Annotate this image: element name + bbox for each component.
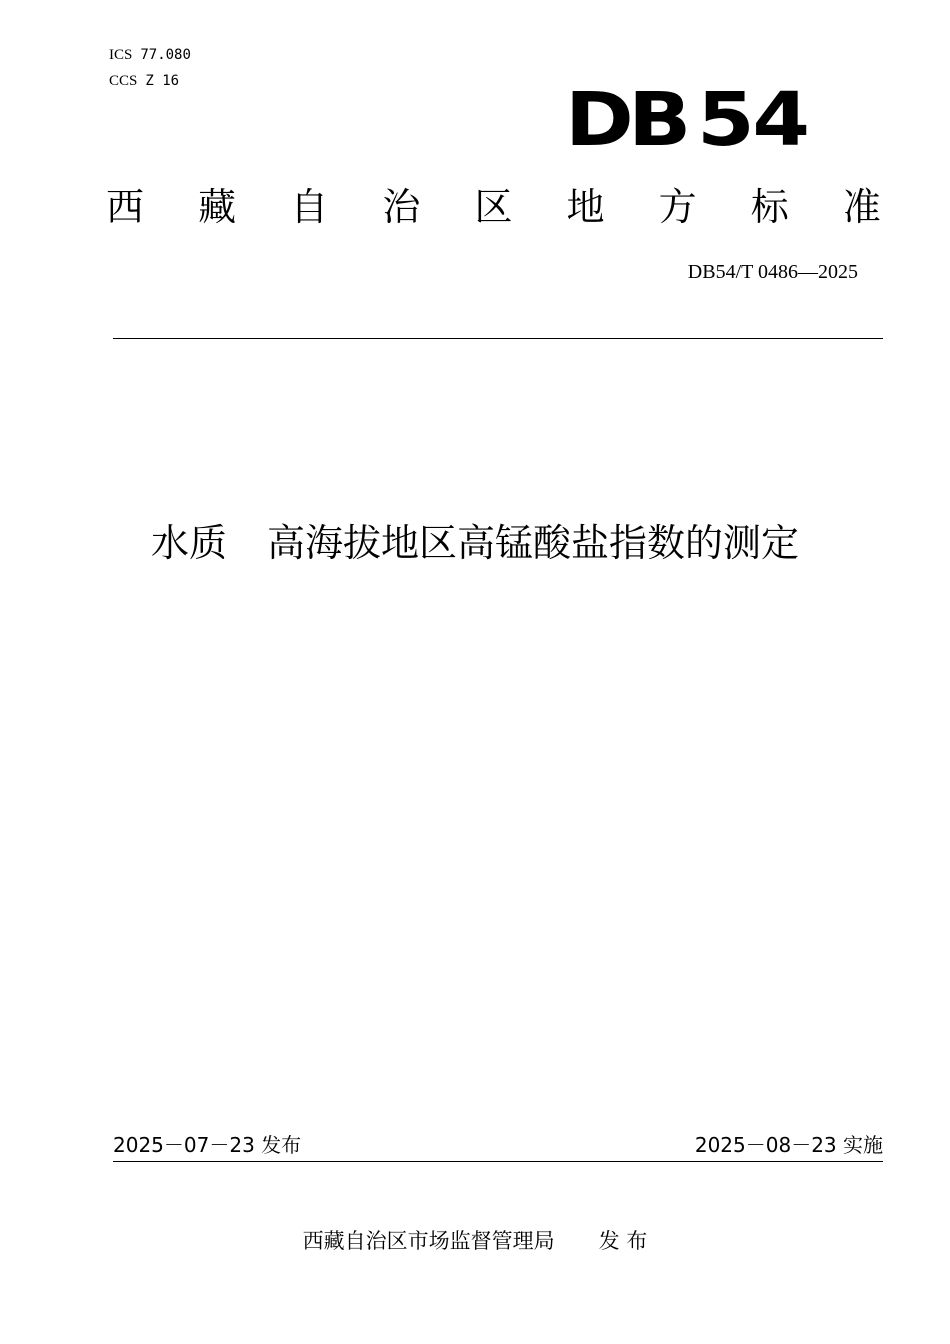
- bottom-divider: [113, 1161, 883, 1162]
- title-subject: 水质: [150, 521, 227, 565]
- top-divider: [113, 338, 883, 339]
- db-logo: [565, 77, 808, 163]
- publisher-name: 西藏自治区市场监督管理局: [302, 1229, 555, 1253]
- publisher-line: [0, 1227, 950, 1255]
- standard-type-char: 标: [750, 185, 789, 229]
- ccs-code: Z 16: [145, 73, 180, 89]
- ics-classification: [109, 46, 191, 64]
- standard-type-char: 准: [842, 185, 881, 229]
- ics-label: ICS: [109, 47, 133, 63]
- document-title: [0, 518, 950, 568]
- standard-type-char: 地: [566, 185, 605, 229]
- standard-number: DB54/T 0486—2025: [687, 261, 858, 283]
- standard-type-heading: [106, 182, 881, 232]
- publisher-action: 发 布: [598, 1229, 648, 1253]
- standard-type-char: 区: [474, 185, 513, 229]
- standard-type-char: 方: [658, 185, 697, 229]
- ics-code: 77.080: [140, 47, 191, 63]
- title-main: 高海拔地区高锰酸盐指数的测定: [267, 521, 800, 565]
- standard-type-char: 治: [382, 185, 421, 229]
- implementation-date: 2025－08－23 实施: [694, 1133, 883, 1157]
- ccs-classification: [109, 72, 179, 90]
- logo-number: 54: [697, 77, 808, 163]
- standard-type-char: 西: [106, 185, 145, 229]
- standard-type-char: 藏: [198, 185, 237, 229]
- ccs-label: CCS: [109, 73, 138, 89]
- standard-type-char: 自: [290, 185, 329, 229]
- issue-date: 2025－07－23 发布: [113, 1133, 302, 1157]
- logo-prefix: DB: [565, 77, 686, 163]
